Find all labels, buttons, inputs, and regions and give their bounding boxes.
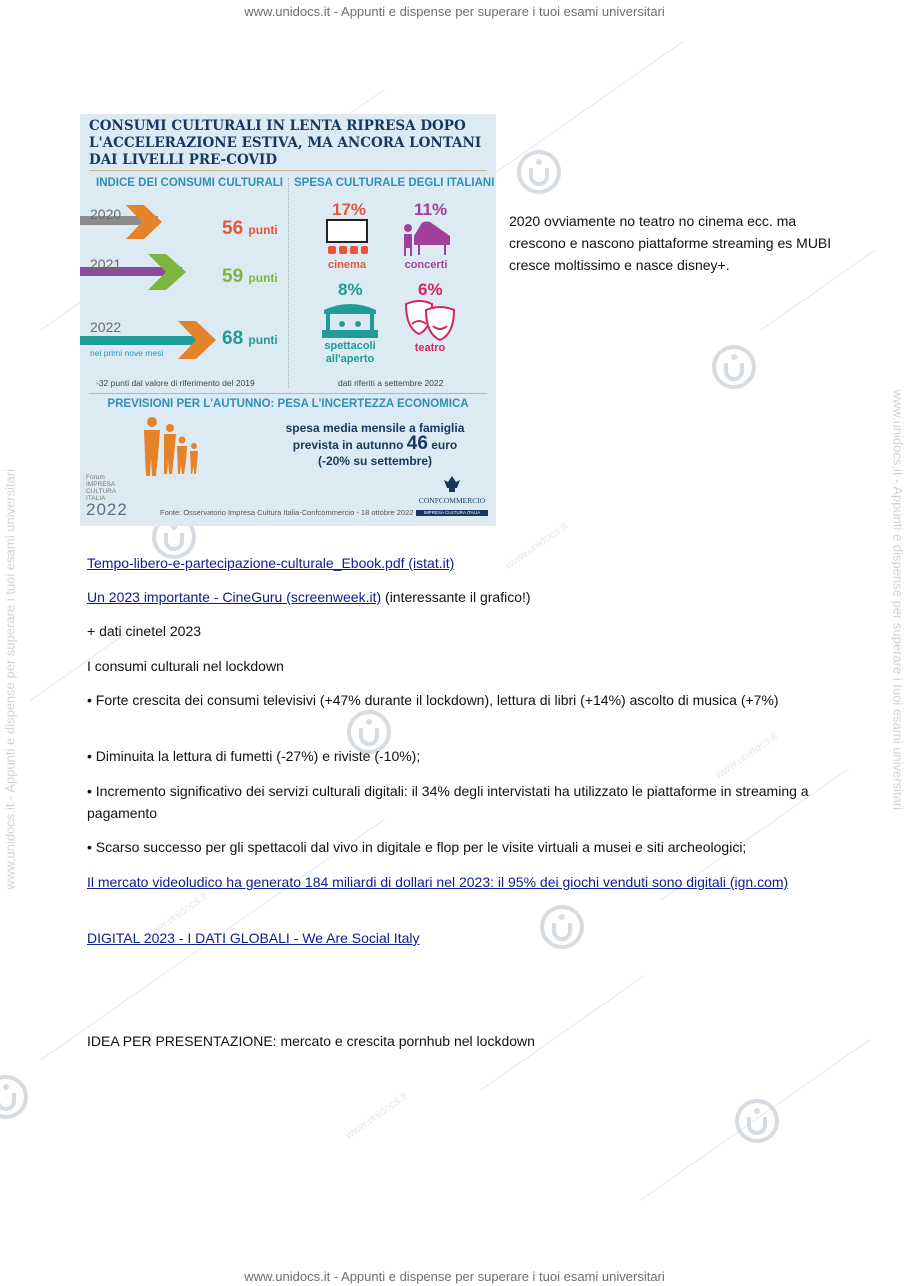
teatro-label: teatro: [414, 342, 446, 354]
bullet-tv: • Forte crescita dei consumi televisivi (+47% durante il lockdown), lettura di libri (+14%) ascolto di musica (+7%): [87, 692, 779, 708]
year-2021: 2021: [90, 256, 122, 272]
side-note: 2020 ovviamente no teatro no cinema ecc. ma crescono e nascono piattaforme streaming es MUBI cresce moltissimo e nasce disney+.: [509, 213, 832, 273]
infographic-title: CONSUMI CULTURALI IN LENTA RIPRESA DOPO L'ACCELERAZIONE ESTIVA, MA ANCORA LONTANI DAI LIVELLI PRE-COVID: [89, 118, 482, 168]
link-istat-paragraph: [87, 552, 827, 574]
year-2020: 2020: [90, 206, 122, 222]
link-istat-ebook[interactable]: Tempo-libero-e-partecipazione-culturale_Ebook.pdf (istat.it): [87, 555, 455, 571]
index-value-2021: 59 punti: [222, 266, 278, 287]
index-value-2022: 68 punti: [222, 328, 278, 349]
year-2022: 2022: [90, 319, 122, 335]
title-divider: [89, 170, 487, 171]
link-cineguru[interactable]: Un 2023 importante - CineGuru (screenweek.it): [87, 589, 382, 605]
bullet-live-shows: • Scarso successo per gli spettacoli dal vivo in digitale e flop per le visite virtuali a musei e siti archeologici;: [87, 839, 747, 855]
watermark-logo-icon: [515, 148, 563, 196]
side-watermark-left: www.unidocs.it - Appunti e dispense per superare i tuoi esami universitari: [2, 468, 18, 890]
concerti-label: concerti: [404, 259, 448, 271]
forum-year: 2022: [86, 500, 128, 519]
confcommercio-emblem-icon: [442, 474, 462, 494]
spend-footnote: dati riferiti a settembre 2022: [338, 378, 444, 388]
brand-bar: IMPRESA CULTURA ITALIA: [416, 510, 488, 516]
side-watermark-right: www.unidocs.it - Appunti e dispense per superare i tuoi esami universitari: [890, 389, 906, 811]
link-ign-paragraph: [87, 871, 827, 893]
index-heading: INDICE DEI CONSUMI CULTURALI: [96, 177, 283, 189]
concerti-pct: 11%: [414, 200, 448, 219]
forecast-divider: [89, 393, 487, 394]
theatre-masks-icon: [402, 298, 458, 342]
outdoor-stage-icon: [320, 300, 380, 340]
outdoor-label: spettacoli all'aperto: [324, 340, 376, 365]
infographic: [80, 114, 496, 526]
link-wearesocial-paragraph: [87, 927, 827, 949]
link-cineguru-note: (interessante il grafico!): [381, 589, 531, 605]
header-watermark: www.unidocs.it - Appunti e dispense per superare i tuoi esami universitari: [244, 4, 665, 19]
cinema-label: cinema: [328, 259, 366, 271]
watermark-logo-icon: [0, 1073, 30, 1121]
link-ign-videogames[interactable]: Il mercato videoludico ha generato 184 miliardi di dollari nel 2023: il 95% dei giochi venduti sono digitali (ign.com): [87, 874, 789, 890]
index-value-2020: 56 punti: [222, 218, 278, 239]
piano-icon: [400, 218, 456, 258]
forecast-heading: PREVISIONI PER L'AUTUNNO: PESA L'INCERTEZZA ECONOMICA: [107, 398, 469, 410]
confcommercio-logo: CONFCOMMERCIO: [418, 496, 486, 505]
forum-logo: Forum IMPRESA CULTURA ITALIA: [86, 474, 117, 502]
presentation-idea: IDEA PER PRESENTAZIONE: mercato e crescita pornhub nel lockdown: [87, 1033, 535, 1049]
footer-watermark: www.unidocs.it - Appunti e dispense per superare i tuoi esami universitari: [244, 1269, 665, 1284]
column-divider: [288, 178, 289, 388]
bullet-streaming: • Incremento significativo dei servizi culturali digitali: il 34% degli intervistati ha utilizzato le piattaforme in streaming a pagamento: [87, 783, 809, 821]
index-footnote: -32 punti dal valore di riferimento del 2019: [96, 378, 255, 388]
lockdown-heading: I consumi culturali nel lockdown: [87, 658, 284, 674]
watermark-logo-icon: [733, 1097, 781, 1145]
watermark-logo-icon: [710, 343, 758, 391]
teatro-pct: 6%: [418, 280, 443, 299]
outdoor-pct: 8%: [338, 280, 363, 299]
spend-heading: SPESA CULTURALE DEGLI ITALIANI: [294, 177, 495, 189]
bullet-comics: • Diminuita la lettura di fumetti (-27%) e riviste (-10%);: [87, 748, 421, 764]
family-icon: [140, 416, 204, 478]
cinema-pct: 17%: [332, 200, 367, 219]
cinema-icon: [324, 218, 370, 258]
link-cineguru-paragraph: [87, 586, 827, 608]
link-digital-2023[interactable]: DIGITAL 2023 - I DATI GLOBALI - We Are Social Italy: [87, 930, 420, 946]
cinetel-line: + dati cinetel 2023: [87, 623, 202, 639]
year-2022-note: nei primi nove mesi: [90, 348, 164, 358]
forecast-spend: spesa media mensile a famiglia prevista in autunno 46 euro (-20% su settembre): [285, 421, 465, 468]
infographic-source: Fonte: Osservatorio Impresa Cultura Italia-Confcommercio - 18 ottobre 2022: [160, 508, 414, 517]
